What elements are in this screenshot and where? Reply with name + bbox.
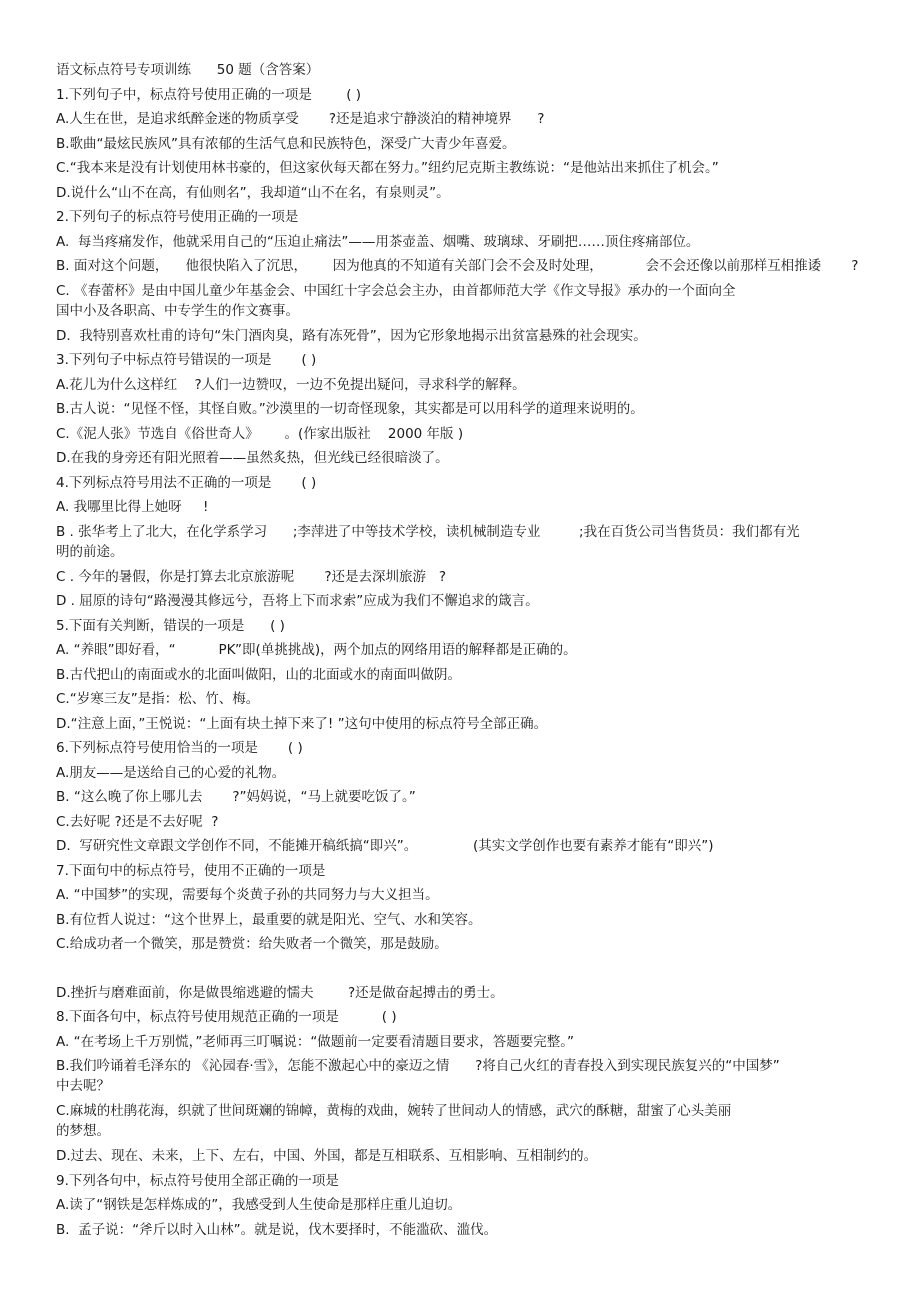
q4-option-b: B . 张华考上了北大，在化学系学习 ;李萍进了中等技术学校，读机械制造专业 ;我在百货公司当售货员：我们都有光 明的前途。 — [56, 523, 800, 560]
q7-option-c: C.给成功者一个微笑，那是赞赏：给失败者一个微笑，那是鼓励。 — [56, 936, 448, 952]
q3-option-b: B.古人说：“见怪不怪，其怪自败。”沙漠里的一切奇怪现象，其实都是可以用科学的道理来说明的。 — [56, 401, 644, 417]
question-5-stem: 5.下面有关判断，错误的一项是 ( ) — [56, 617, 285, 634]
q5-option-c: C.“岁寒三友”是指：松、竹、梅。 — [56, 691, 260, 707]
question-1-stem: 1.下列句子中，标点符号使用正确的一项是 ( ) — [56, 86, 362, 103]
question-7-stem: 7.下面句中的标点符号，使用不正确的一项是 — [56, 862, 326, 879]
q2-option-c: C. 《春蕾杯》是由中国儿童少年基金会、中国红十字会总会主办，由首都师范大学《作文导报》承办的一个面向全 国中小及各职高、中专学生的作文赛事。 — [56, 282, 736, 319]
q5-option-b: B.古代把山的南面或水的北面叫做阳，山的北面或水的南面叫做阴。 — [56, 666, 462, 683]
question-9-stem: 9.下列各句中，标点符号使用全部正确的一项是 — [56, 1172, 339, 1189]
q1-option-b: B.歌曲“最炫民族风”具有浓郁的生活气息和民族特色，深受广大青少年喜爱。 — [56, 135, 516, 152]
q6-option-b: B. “这么晚了你上哪儿去 ?”妈妈说，“马上就要吃饭了。” — [56, 789, 416, 805]
q4-option-c: C . 今年的暑假，你是打算去北京旅游呢 ?还是去深圳旅游 ? — [56, 568, 447, 585]
q2-option-a: A. 每当疼痛发作，他就采用自己的“压迫止痛法”——用茶壶盖、烟嘴、玻璃球、牙刷把……顶住疼痛部位。 — [56, 233, 700, 250]
q7-option-a: A. “中国梦”的实现，需要每个炎黄子孙的共同努力与大义担当。 — [56, 887, 439, 903]
q1-option-d: D.说什么“山不在高，有仙则名”，我却道“山不在名，有泉则灵”。 — [56, 184, 450, 201]
blank-line — [56, 957, 876, 981]
q7-option-d: D.挫折与磨难面前，你是做畏缩逃避的懦夫 ?还是做奋起搏击的勇士。 — [56, 984, 504, 1001]
q3-option-c: C.《泥人张》节选自《俗世奇人》 。(作家出版社 2000 年版 ) — [56, 425, 464, 442]
question-8-stem: 8.下面各句中，标点符号使用规范正确的一项是 ( ) — [56, 1009, 397, 1025]
q8-option-d: D.过去、现在、未来，上下、左右，中国、外国，都是互相联系、互相影响、互相制约的。 — [56, 1148, 598, 1164]
document-page — [56, 58, 876, 1242]
q5-option-a: A. “养眼”即好看，“ PK”即(单挑挑战)，两个加点的网络用语的解释都是正确的。 — [56, 642, 577, 658]
q6-option-d: D. 写研究性文章跟文学创作不同，不能摊开稿纸搞“即兴”。 (其实文学创作也要有素养才能有“即兴”) — [56, 838, 714, 854]
q6-option-c: C.去好呢 ?还是不去好呢 ? — [56, 813, 219, 830]
q6-option-a: A.朋友——是送给自己的心爱的礼物。 — [56, 764, 286, 781]
q8-option-a: A. “在考场上千万别慌，”老师再三叮嘱说：“做题前一定要看清题目要求，答题要完整。” — [56, 1033, 575, 1050]
q4-option-a: A. 我哪里比得上她呀 ! — [56, 499, 209, 515]
q2-option-b: B. 面对这个问题， 他很快陷入了沉思， 因为他真的不知道有关部门会不会及时处理， 会不会还像以前那样互相推诿 ? — [56, 258, 859, 274]
q2-option-d: D. 我特别喜欢杜甫的诗句“朱门酒肉臭，路有冻死骨”，因为它形象地揭示出贫富悬殊的社会现实。 — [56, 327, 647, 344]
q3-option-d: D.在我的身旁还有阳光照着——虽然炙热，但光线已经很暗淡了。 — [56, 450, 449, 466]
question-6-stem: 6.下列标点符号使用恰当的一项是 ( ) — [56, 740, 303, 756]
q8-option-b: B.我们吟诵着毛泽东的 《沁园春·雪》，怎能不激起心中的豪迈之情 ?将自己火红的青春投入到实现民族复兴的“中国梦” 中去呢？ — [56, 1058, 780, 1094]
document-title: 语文标点符号专项训练 50 题（含答案） — [56, 62, 320, 78]
q4-option-d: D . 屈原的诗句“路漫漫其修远兮，吾将上下而求索”应成为我们不懈追求的箴言。 — [56, 593, 539, 609]
q7-option-b: B.有位哲人说过：“这个世界上，最重要的就是阳光、空气、水和笑容。 — [56, 911, 482, 928]
q8-option-c: C.麻城的杜鹃花海，织就了世间斑斓的锦幛，黄梅的戏曲，婉转了世间动人的情感，武穴的酥糖，甜蜜了心头美丽 的梦想。 — [56, 1103, 732, 1139]
q5-option-d: D.“注意上面，”王悦说：“上面有块土掉下来了! ”这句中使用的标点符号全部正确。 — [56, 715, 548, 732]
question-3-stem: 3.下列句子中标点符号错误的一项是 ( ) — [56, 352, 317, 368]
q9-option-b: B. 孟子说：“斧斤以时入山林”。就是说，伐木要择时，不能滥砍、滥伐。 — [56, 1221, 498, 1238]
q3-option-a: A.花儿为什么这样红 ?人们一边赞叹，一边不免提出疑问，寻求科学的解释。 — [56, 376, 526, 393]
question-4-stem: 4.下列标点符号用法不正确的一项是 ( ) — [56, 474, 317, 491]
question-2-stem: 2.下列句子的标点符号使用正确的一项是 — [56, 209, 299, 225]
q1-option-a: A.人生在世，是追求纸醉金迷的物质享受 ?还是追求宁静淡泊的精神境界 ? — [56, 111, 545, 127]
q1-option-c: C.“我本来是没有计划使用林书豪的，但这家伙每天都在努力。”纽约尼克斯主教练说：“是他站出来抓住了机会。” — [56, 160, 719, 176]
q9-option-a: A.读了“钢铁是怎样炼成的”，我感受到人生使命是那样庄重儿迫切。 — [56, 1197, 462, 1213]
